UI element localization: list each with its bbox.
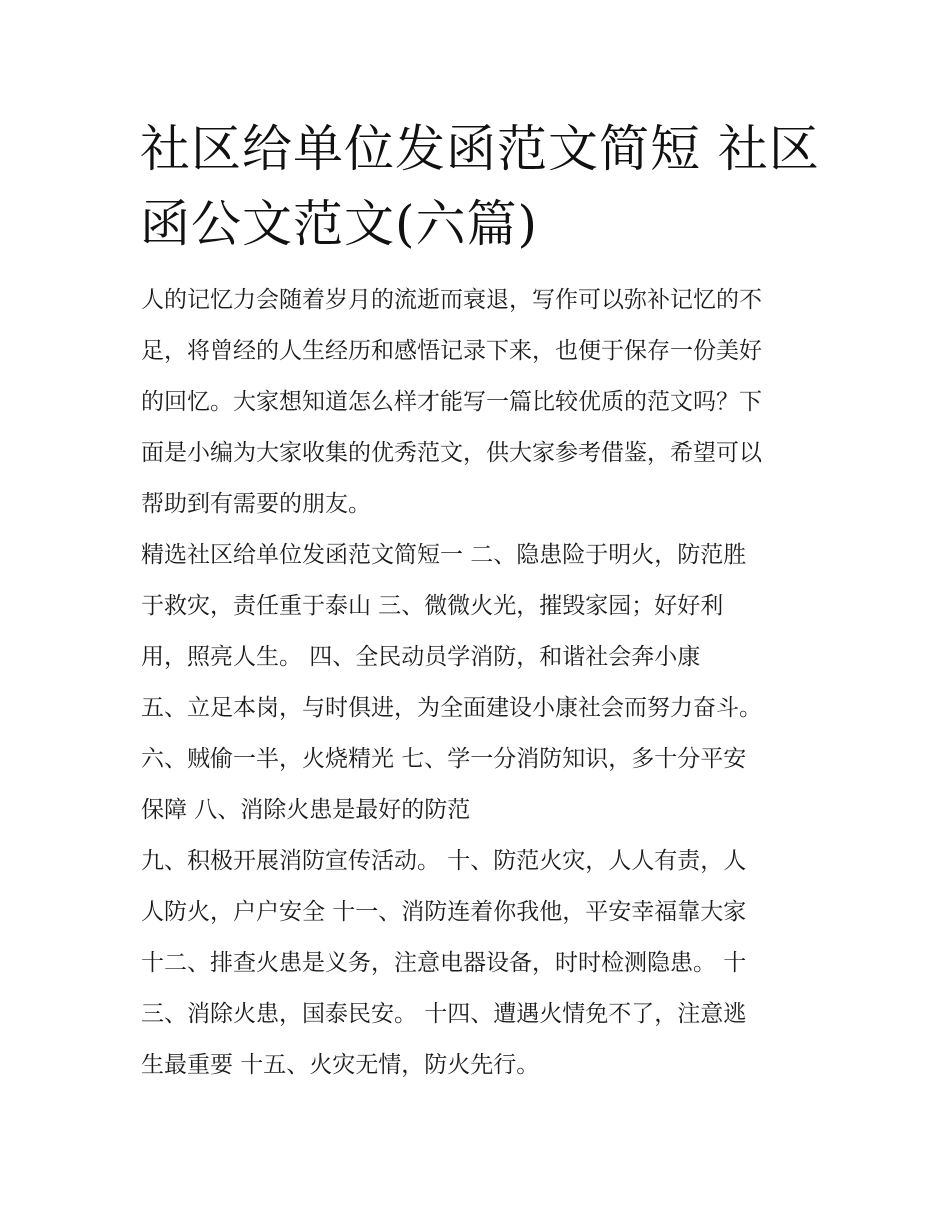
paragraph-line: 足，将曾经的人生经历和感悟记录下来，也便于保存一份美好 — [141, 338, 762, 364]
paragraph-line: 的回忆。大家想知道怎么样才能写一篇比较优质的范文吗？下 — [141, 389, 762, 415]
paragraph-line: 三、消除火患，国泰民安。 十四、遭遇火情免不了，注意逃 — [141, 1001, 747, 1027]
paragraph-line: 面是小编为大家收集的优秀范文，供大家参考借鉴，希望可以 — [141, 440, 762, 466]
paragraph-line: 五、立足本岗，与时俱进，为全面建设小康社会而努力奋斗。 — [141, 695, 762, 721]
paragraph-line: 帮助到有需要的朋友。 — [141, 491, 371, 517]
paragraph-line: 精选社区给单位发函范文简短一 二、隐患险于明火，防范胜 — [141, 542, 747, 568]
paragraph-line: 用，照亮人生。 四、全民动员学消防，和谐社会奔小康 — [141, 644, 701, 670]
paragraph-line: 人防火，户户安全 十一、消防连着你我他，平安幸福靠大家 — [141, 899, 747, 925]
paragraph-line: 六、贼偷一半，火烧精光 七、学一分消防知识，多十分平安 — [141, 746, 747, 772]
paragraph-line: 保障 八、消除火患是最好的防范 — [141, 797, 471, 823]
paragraph-line: 人的记忆力会随着岁月的流逝而衰退，写作可以弥补记忆的不 — [141, 287, 762, 313]
paragraph-line: 十二、排查火患是义务，注意电器设备，时时检测隐患。 十 — [141, 950, 747, 976]
document-title: 社区给单位发函范文简短 社区函公文范文(六篇) — [140, 120, 820, 253]
paragraph-line: 于救灾，责任重于泰山 三、微微火光，摧毁家园；好好利 — [141, 593, 724, 619]
paragraph-line: 九、积极开展消防宣传活动。 十、防范火灾，人人有责，人 — [141, 848, 747, 874]
paragraph-line: 生最重要 十五、火灾无情，防火先行。 — [141, 1052, 540, 1078]
